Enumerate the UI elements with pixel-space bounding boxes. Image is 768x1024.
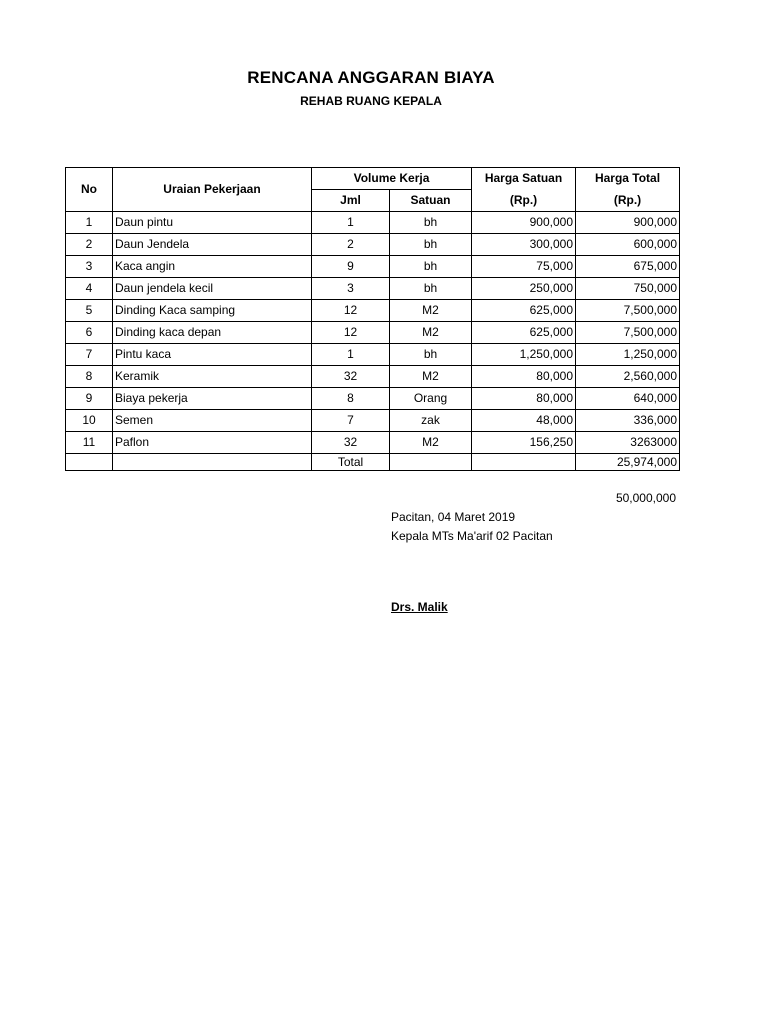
cell-satuan: bh bbox=[390, 234, 472, 256]
cell-uraian: Pintu kaca bbox=[113, 344, 312, 366]
cell-harga-satuan: 900,000 bbox=[472, 212, 576, 234]
table-row bbox=[66, 234, 680, 256]
cell-harga-satuan: 48,000 bbox=[472, 410, 576, 432]
total-label: Total bbox=[312, 454, 390, 471]
cell-no: 8 bbox=[66, 366, 113, 388]
cell-uraian: Biaya pekerja bbox=[113, 388, 312, 410]
cell-uraian: Semen bbox=[113, 410, 312, 432]
table-row bbox=[66, 432, 680, 454]
cell-jml: 2 bbox=[312, 234, 390, 256]
cell-harga-total: 900,000 bbox=[576, 212, 680, 234]
header-satuan: Satuan bbox=[390, 190, 472, 212]
cell-no: 1 bbox=[66, 212, 113, 234]
cell-jml: 8 bbox=[312, 388, 390, 410]
cell-harga-total: 7,500,000 bbox=[576, 322, 680, 344]
table-row bbox=[66, 212, 680, 234]
cell-harga-satuan: 156,250 bbox=[472, 432, 576, 454]
cell-harga-total: 1,250,000 bbox=[576, 344, 680, 366]
cell-satuan: bh bbox=[390, 278, 472, 300]
cell-satuan: M2 bbox=[390, 366, 472, 388]
cell-empty bbox=[66, 454, 113, 471]
cell-no: 7 bbox=[66, 344, 113, 366]
cell-no: 10 bbox=[66, 410, 113, 432]
header-harga-satuan-unit: (Rp.) bbox=[472, 190, 576, 212]
cell-no: 2 bbox=[66, 234, 113, 256]
header-no: No bbox=[66, 168, 113, 212]
budget-table bbox=[65, 167, 680, 471]
cell-uraian: Daun pintu bbox=[113, 212, 312, 234]
cell-uraian: Daun jendela kecil bbox=[113, 278, 312, 300]
cell-satuan: bh bbox=[390, 212, 472, 234]
cell-no: 6 bbox=[66, 322, 113, 344]
cell-harga-total: 750,000 bbox=[576, 278, 680, 300]
cell-satuan: M2 bbox=[390, 322, 472, 344]
cell-jml: 12 bbox=[312, 322, 390, 344]
cell-harga-satuan: 1,250,000 bbox=[472, 344, 576, 366]
table-row bbox=[66, 388, 680, 410]
cell-no: 5 bbox=[66, 300, 113, 322]
cell-harga-total: 3263000 bbox=[576, 432, 680, 454]
total-value: 25,974,000 bbox=[576, 454, 680, 471]
cell-no: 9 bbox=[66, 388, 113, 410]
signature-name: Drs. Malik bbox=[391, 600, 448, 614]
cell-jml: 1 bbox=[312, 344, 390, 366]
cell-satuan: M2 bbox=[390, 432, 472, 454]
cell-harga-satuan: 300,000 bbox=[472, 234, 576, 256]
cell-satuan: M2 bbox=[390, 300, 472, 322]
cell-uraian: Dinding Kaca samping bbox=[113, 300, 312, 322]
table-total-row bbox=[66, 454, 680, 471]
cell-uraian: Keramik bbox=[113, 366, 312, 388]
header-jml: Jml bbox=[312, 190, 390, 212]
cell-harga-total: 2,560,000 bbox=[576, 366, 680, 388]
cell-harga-total: 7,500,000 bbox=[576, 300, 680, 322]
table-row bbox=[66, 366, 680, 388]
cell-uraian: Daun Jendela bbox=[113, 234, 312, 256]
cell-harga-satuan: 80,000 bbox=[472, 366, 576, 388]
cell-uraian: Kaca angin bbox=[113, 256, 312, 278]
cell-no: 11 bbox=[66, 432, 113, 454]
table-row bbox=[66, 278, 680, 300]
cell-harga-satuan: 625,000 bbox=[472, 300, 576, 322]
cell-uraian: Dinding kaca depan bbox=[113, 322, 312, 344]
header-uraian: Uraian Pekerjaan bbox=[113, 168, 312, 212]
cell-jml: 1 bbox=[312, 212, 390, 234]
cell-jml: 7 bbox=[312, 410, 390, 432]
table-row bbox=[66, 344, 680, 366]
cell-no: 4 bbox=[66, 278, 113, 300]
table-row bbox=[66, 256, 680, 278]
cell-jml: 32 bbox=[312, 366, 390, 388]
cell-harga-satuan: 75,000 bbox=[472, 256, 576, 278]
header-harga-total: Harga Total bbox=[576, 168, 680, 190]
signature-place-date: Pacitan, 04 Maret 2019 bbox=[391, 510, 516, 524]
cell-satuan: Orang bbox=[390, 388, 472, 410]
cell-jml: 12 bbox=[312, 300, 390, 322]
table-row bbox=[66, 322, 680, 344]
table-row bbox=[66, 410, 680, 432]
cell-empty bbox=[113, 454, 312, 471]
cell-harga-satuan: 250,000 bbox=[472, 278, 576, 300]
cell-no: 3 bbox=[66, 256, 113, 278]
cell-jml: 9 bbox=[312, 256, 390, 278]
cell-harga-satuan: 625,000 bbox=[472, 322, 576, 344]
table-header-row bbox=[66, 168, 680, 190]
cell-satuan: bh bbox=[390, 256, 472, 278]
cell-harga-satuan: 80,000 bbox=[472, 388, 576, 410]
cell-jml: 3 bbox=[312, 278, 390, 300]
cell-jml: 32 bbox=[312, 432, 390, 454]
cell-satuan: zak bbox=[390, 410, 472, 432]
cell-harga-total: 675,000 bbox=[576, 256, 680, 278]
header-volume: Volume Kerja bbox=[312, 168, 472, 190]
cell-satuan: bh bbox=[390, 344, 472, 366]
cell-harga-total: 640,000 bbox=[576, 388, 680, 410]
table-row bbox=[66, 300, 680, 322]
header-harga-total-unit: (Rp.) bbox=[576, 190, 680, 212]
grand-amount: 50,000,000 bbox=[615, 491, 676, 505]
cell-uraian: Paflon bbox=[113, 432, 312, 454]
cell-empty bbox=[390, 454, 472, 471]
document-subtitle: REHAB RUANG KEPALA bbox=[300, 94, 442, 108]
cell-harga-total: 336,000 bbox=[576, 410, 680, 432]
document-title: RENCANA ANGGARAN BIAYA bbox=[247, 68, 495, 87]
cell-empty bbox=[472, 454, 576, 471]
cell-harga-total: 600,000 bbox=[576, 234, 680, 256]
signature-position: Kepala MTs Ma'arif 02 Pacitan bbox=[391, 529, 553, 543]
header-harga-satuan: Harga Satuan bbox=[472, 168, 576, 190]
